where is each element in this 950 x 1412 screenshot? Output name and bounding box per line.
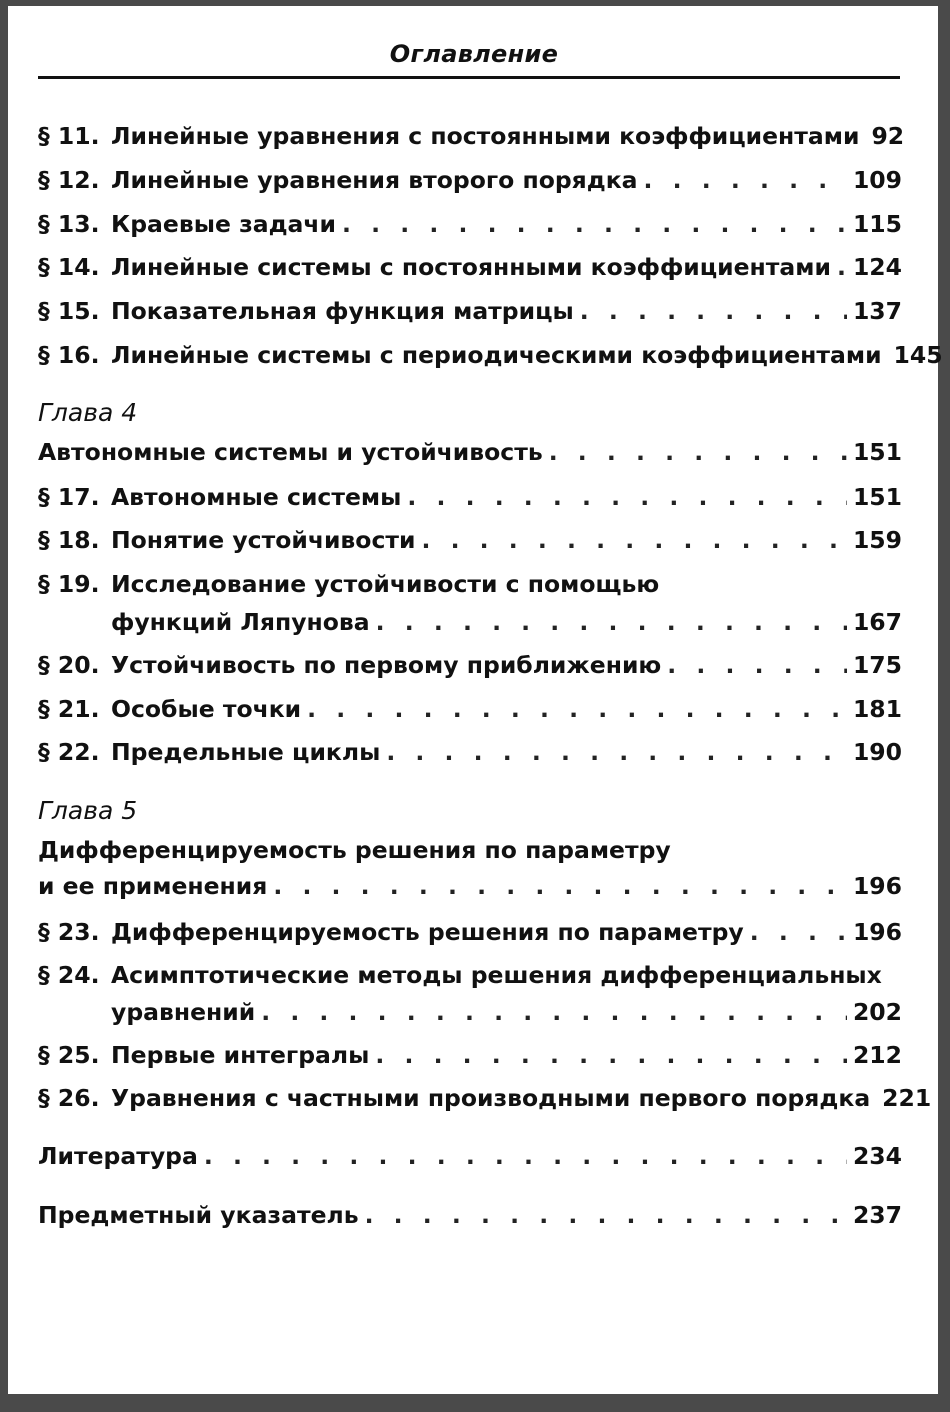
- toc-entry-14[interactable]: § 14. Линейные системы с постоянными коэффициентами . . . 124: [38, 253, 902, 287]
- toc-entry-15[interactable]: § 15. Показательная функция матрицы . . . 137: [38, 297, 902, 331]
- toc-entry-17[interactable]: § 17. Автономные системы . . . 151: [38, 483, 902, 517]
- chapter-5-title-line1[interactable]: Дифференцируемость решения по параметру: [38, 836, 671, 864]
- chapter-4-label: Глава 4: [38, 398, 138, 427]
- toc-entry-18[interactable]: § 18. Понятие устойчивости . . . 159: [38, 526, 902, 560]
- toc-entry-19-line1[interactable]: § 19. Исследование устойчивости с помощью: [38, 570, 660, 598]
- toc-entry-16[interactable]: § 16. Линейные системы с периодическими коэффициентами 145: [38, 341, 943, 369]
- toc-entry-24-line2[interactable]: уравнений . . . 202: [111, 998, 902, 1032]
- chapter-5-label: Глава 5: [38, 796, 138, 825]
- toc-entry-12[interactable]: § 12. Линейные уравнения второго порядка . . . 109: [38, 166, 902, 200]
- toc-entry-24-line1[interactable]: § 24. Асимптотические методы решения дифференциальных: [38, 961, 882, 989]
- page-header: Оглавление: [389, 40, 559, 68]
- toc-entry-20[interactable]: § 20. Устойчивость по первому приближению . . . 175: [38, 651, 902, 685]
- header-rule: [38, 76, 900, 79]
- toc-entry-22[interactable]: § 22. Предельные циклы . . . 190: [38, 738, 902, 772]
- toc-entry-23[interactable]: § 23. Дифференцируемость решения по параметру . . . 196: [38, 918, 902, 952]
- toc-entry-25[interactable]: § 25. Первые интегралы . . . 212: [38, 1041, 902, 1075]
- toc-entry-21[interactable]: § 21. Особые точки . . . 181: [38, 695, 902, 729]
- toc-entry-13[interactable]: § 13. Краевые задачи . . . 115: [38, 210, 902, 244]
- toc-literature[interactable]: Литература . . . 234: [38, 1142, 902, 1176]
- book-page: [8, 6, 943, 1394]
- toc-subject-index[interactable]: Предметный указатель . . . 237: [38, 1201, 902, 1235]
- chapter-4-title[interactable]: Автономные системы и устойчивость . . . 151: [38, 438, 902, 472]
- toc-entry-11[interactable]: § 11. Линейные уравнения с постоянными коэффициентами 92: [38, 122, 905, 150]
- toc-entry-26[interactable]: § 26. Уравнения с частными производными первого порядка 221: [38, 1084, 932, 1112]
- toc-entry-19-line2[interactable]: функций Ляпунова . . . 167: [111, 608, 902, 642]
- chapter-5-title-line2[interactable]: и ее применения . . . 196: [38, 872, 902, 906]
